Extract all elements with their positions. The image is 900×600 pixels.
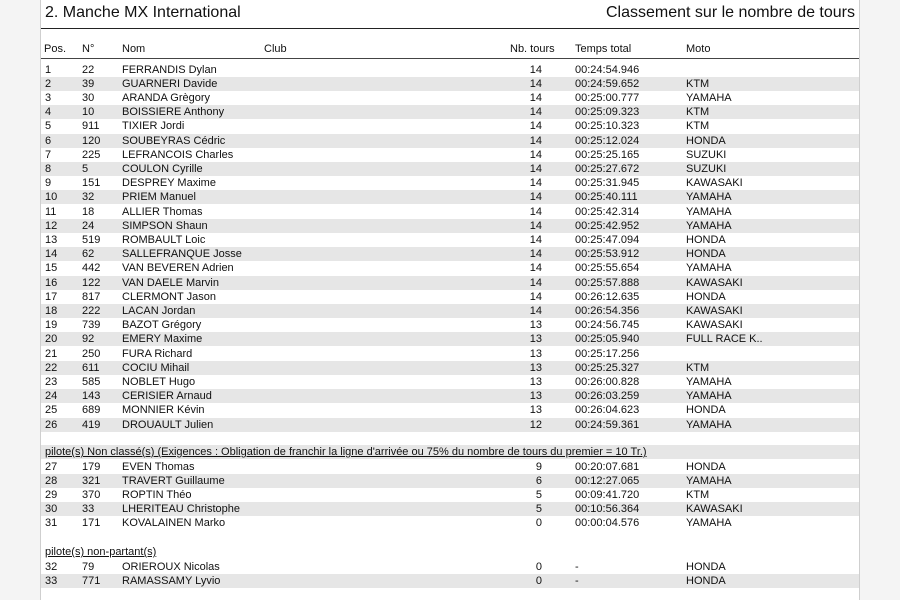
row-laps: 14 (529, 134, 542, 147)
row-pos: 18 (45, 304, 58, 317)
row-pos: 10 (45, 191, 58, 204)
row-bike: YAMAHA (686, 418, 732, 431)
row-number: 585 (82, 375, 101, 388)
row-laps: 6 (535, 474, 542, 487)
row-laps: 14 (529, 148, 542, 161)
row-pos: 31 (45, 517, 58, 530)
row-pos: 33 (45, 574, 58, 587)
row-bike: HONDA (686, 233, 726, 246)
row-total-time: 00:25:40.111 (575, 191, 638, 204)
row-laps: 13 (529, 375, 542, 388)
row-number: 911 (82, 120, 100, 133)
row-pos: 32 (45, 560, 58, 573)
table-row (41, 190, 859, 204)
row-total-time: 00:25:09.323 (575, 106, 640, 119)
row-rider-name: CERISIER Arnaud (122, 390, 212, 403)
row-laps: 12 (529, 418, 542, 431)
row-bike: YAMAHA (686, 390, 732, 403)
row-pos: 13 (45, 233, 58, 246)
row-pos: 9 (45, 177, 52, 190)
row-laps: 14 (529, 91, 542, 104)
row-pos: 12 (45, 219, 58, 232)
row-total-time: 00:25:25.327 (575, 361, 640, 374)
row-total-time: 00:25:53.912 (575, 248, 640, 261)
table-row (41, 276, 859, 290)
row-number: 32 (82, 191, 95, 204)
results-sheet (40, 0, 860, 600)
row-laps: 14 (529, 191, 542, 204)
row-laps: 14 (529, 63, 542, 76)
col-moto-header: Moto (686, 43, 711, 55)
row-number: 24 (82, 219, 95, 232)
row-bike: HONDA (686, 404, 726, 417)
row-laps: 14 (529, 120, 542, 133)
row-bike: YAMAHA (686, 219, 732, 232)
row-rider-name: DESPREY Maxime (122, 177, 216, 190)
row-laps: 13 (529, 404, 542, 417)
row-rider-name: VAN DAELE Marvin (122, 276, 219, 289)
row-total-time: 00:24:56.745 (575, 319, 640, 332)
row-rider-name: ALLIER Thomas (122, 205, 203, 218)
row-bike: HONDA (686, 248, 726, 261)
table-row (41, 148, 859, 162)
row-number: 30 (82, 91, 95, 104)
row-number: 171 (82, 517, 101, 530)
row-laps: 13 (529, 361, 542, 374)
table-row (41, 474, 859, 488)
row-bike: HONDA (686, 134, 726, 147)
row-pos: 20 (45, 333, 58, 346)
row-rider-name: BAZOT Grégory (122, 319, 202, 332)
row-pos: 24 (45, 390, 58, 403)
table-row (41, 403, 859, 417)
row-rider-name: COCIU Mihail (122, 361, 190, 374)
row-bike: HONDA (686, 290, 726, 303)
row-pos: 19 (45, 319, 58, 332)
table-row (41, 105, 859, 119)
row-bike: SUZUKI (686, 162, 727, 175)
row-bike: YAMAHA (686, 375, 732, 388)
row-laps: 14 (529, 177, 542, 190)
row-pos: 16 (45, 276, 58, 289)
row-laps: 14 (529, 304, 542, 317)
row-total-time: 00:25:00.777 (575, 91, 640, 104)
row-number: 689 (82, 404, 101, 417)
table-row (41, 418, 859, 432)
row-total-time: 00:24:59.652 (575, 77, 640, 90)
row-laps: 14 (529, 205, 542, 218)
header-divider (41, 58, 859, 59)
row-total-time: 00:24:54.946 (575, 63, 640, 76)
row-bike: KTM (686, 106, 710, 119)
row-bike: HONDA (686, 574, 726, 587)
row-pos: 8 (45, 162, 52, 175)
row-pos: 22 (45, 361, 58, 374)
row-rider-name: KOVALAINEN Marko (122, 517, 226, 530)
row-rider-name: RAMASSAMY Lyvio (122, 574, 221, 587)
row-pos: 23 (45, 375, 58, 388)
row-number: 151 (82, 177, 101, 190)
row-bike: KTM (686, 120, 710, 133)
row-rider-name: ROPTIN Théo (122, 488, 192, 501)
ranking-type: Classement sur le nombre de tours (606, 4, 855, 21)
row-bike: KAWASAKI (686, 319, 743, 332)
row-laps: 0 (535, 517, 542, 530)
row-pos: 26 (45, 418, 58, 431)
col-pos-header: Pos. (44, 43, 67, 55)
row-total-time: 00:24:59.361 (575, 418, 640, 431)
row-pos: 27 (45, 460, 58, 473)
row-rider-name: VAN BEVEREN Adrien (122, 262, 234, 275)
row-laps: 14 (529, 233, 542, 246)
table-row (41, 219, 859, 233)
col-club-header: Club (264, 43, 287, 55)
col-num-header: N° (82, 43, 95, 55)
row-number: 225 (82, 148, 101, 161)
col-tours-header: Nb. tours (510, 43, 555, 55)
race-title: 2. Manche MX International (45, 4, 241, 21)
row-total-time: - (575, 560, 579, 573)
row-bike: KAWASAKI (686, 503, 743, 516)
row-laps: 13 (529, 333, 542, 346)
row-laps: 14 (529, 290, 542, 303)
table-row (41, 389, 859, 403)
row-rider-name: GUARNERI Davide (122, 77, 218, 90)
row-total-time: 00:12:27.065 (575, 474, 640, 487)
table-row (41, 560, 859, 574)
row-pos: 25 (45, 404, 58, 417)
row-bike: HONDA (686, 560, 726, 573)
row-laps: 14 (529, 248, 542, 261)
row-bike: SUZUKI (686, 148, 727, 161)
table-row (41, 361, 859, 375)
row-number: 18 (82, 205, 95, 218)
row-number: 739 (82, 319, 101, 332)
row-number: 442 (82, 262, 101, 275)
row-number: 122 (82, 276, 101, 289)
table-row (41, 205, 859, 219)
row-pos: 21 (45, 347, 58, 360)
row-number: 771 (82, 574, 101, 587)
row-laps: 13 (529, 347, 542, 360)
row-bike: YAMAHA (686, 91, 732, 104)
row-total-time: 00:26:54.356 (575, 304, 640, 317)
table-row (41, 516, 859, 530)
table-row (41, 91, 859, 105)
row-number: 250 (82, 347, 101, 360)
row-pos: 7 (45, 148, 52, 161)
table-row (41, 233, 859, 247)
row-laps: 14 (529, 219, 542, 232)
row-rider-name: ORIEROUX Nicolas (122, 560, 220, 573)
row-bike: KTM (686, 361, 710, 374)
row-laps: 13 (529, 390, 542, 403)
table-row (41, 488, 859, 502)
row-laps: 14 (529, 77, 542, 90)
row-pos: 29 (45, 488, 58, 501)
row-rider-name: TRAVERT Guillaume (122, 474, 225, 487)
row-total-time: 00:25:05.940 (575, 333, 640, 346)
table-row (41, 318, 859, 332)
col-nom-header: Nom (122, 43, 146, 55)
table-row (41, 134, 859, 148)
table-row (41, 176, 859, 190)
row-bike: FULL RACE K.. (686, 333, 763, 346)
row-total-time: 00:25:10.323 (575, 120, 640, 133)
row-total-time: 00:25:27.672 (575, 162, 640, 175)
row-number: 143 (82, 390, 101, 403)
non-classified-heading: pilote(s) Non classé(s) (Exigences : Obligation de franchir la ligne d'arrivée ou 75% du nombre de tours du premier = 10 Tr.) (45, 446, 647, 458)
row-laps: 14 (529, 106, 542, 119)
row-pos: 3 (45, 91, 52, 104)
row-total-time: 00:26:04.623 (575, 404, 640, 417)
table-row (41, 119, 859, 133)
row-rider-name: BOISSIERE Anthony (122, 106, 225, 119)
table-row (41, 460, 859, 474)
table-row (41, 502, 859, 516)
row-bike: KAWASAKI (686, 304, 743, 317)
row-laps: 14 (529, 276, 542, 289)
row-total-time: 00:26:12.635 (575, 290, 640, 303)
title-divider (41, 28, 859, 29)
row-pos: 4 (45, 106, 52, 119)
table-row (41, 375, 859, 389)
row-rider-name: LHERITEAU Christophe (122, 503, 240, 516)
row-rider-name: LEFRANCOIS Charles (122, 148, 234, 161)
table-row (41, 347, 859, 361)
row-number: 419 (82, 418, 101, 431)
row-total-time: 00:26:00.828 (575, 375, 640, 388)
row-rider-name: NOBLET Hugo (122, 375, 196, 388)
row-pos: 28 (45, 474, 58, 487)
row-bike: HONDA (686, 460, 726, 473)
row-pos: 15 (45, 262, 58, 275)
row-pos: 2 (45, 77, 52, 90)
row-number: 519 (82, 233, 101, 246)
table-row (41, 290, 859, 304)
row-total-time: 00:25:31.945 (575, 177, 640, 190)
row-laps: 14 (529, 262, 542, 275)
row-total-time: 00:25:47.094 (575, 233, 640, 246)
row-rider-name: MONNIER Kévin (122, 404, 205, 417)
row-rider-name: EVEN Thomas (122, 460, 195, 473)
row-rider-name: FERRANDIS Dylan (122, 63, 217, 76)
row-number: 120 (82, 134, 101, 147)
row-rider-name: FURA Richard (122, 347, 193, 360)
table-row (41, 247, 859, 261)
row-number: 179 (82, 460, 101, 473)
row-rider-name: ROMBAULT Loic (122, 233, 206, 246)
row-rider-name: SIMPSON Shaun (122, 219, 208, 232)
row-number: 79 (82, 560, 95, 573)
row-number: 321 (82, 474, 101, 487)
row-total-time: 00:09:41.720 (575, 488, 640, 501)
row-pos: 30 (45, 503, 58, 516)
row-pos: 14 (45, 248, 58, 261)
row-number: 39 (82, 77, 95, 90)
row-number: 817 (82, 290, 101, 303)
row-rider-name: SOUBEYRAS Cédric (122, 134, 226, 147)
row-laps: 14 (529, 162, 542, 175)
row-bike: YAMAHA (686, 517, 732, 530)
row-total-time: 00:25:55.654 (575, 262, 640, 275)
table-row (41, 261, 859, 275)
row-total-time: 00:25:42.952 (575, 219, 640, 232)
row-number: 62 (82, 248, 95, 261)
row-total-time: 00:25:17.256 (575, 347, 640, 360)
row-bike: KTM (686, 488, 710, 501)
row-total-time: 00:00:04.576 (575, 517, 640, 530)
row-total-time: 00:10:56.364 (575, 503, 640, 516)
row-rider-name: CLERMONT Jason (122, 290, 216, 303)
col-temps-header: Temps total (575, 43, 632, 55)
row-total-time: 00:25:12.024 (575, 134, 640, 147)
row-bike: YAMAHA (686, 262, 732, 275)
non-starters-heading: pilote(s) non-partant(s) (45, 546, 157, 558)
row-pos: 17 (45, 290, 58, 303)
row-total-time: 00:25:42.314 (575, 205, 640, 218)
row-number: 10 (82, 106, 95, 119)
table-row (41, 77, 859, 91)
row-rider-name: COULON Cyrille (122, 162, 203, 175)
row-number: 5 (82, 162, 89, 175)
table-row (41, 574, 859, 588)
row-total-time: - (575, 574, 579, 587)
row-rider-name: PRIEM Manuel (122, 191, 196, 204)
row-total-time: 00:26:03.259 (575, 390, 640, 403)
table-row (41, 332, 859, 346)
row-laps: 0 (535, 560, 542, 573)
row-laps: 5 (535, 503, 542, 516)
row-laps: 9 (535, 460, 542, 473)
row-number: 370 (82, 488, 101, 501)
row-number: 33 (82, 503, 95, 516)
row-rider-name: DROUAULT Julien (122, 418, 214, 431)
row-laps: 5 (535, 488, 542, 501)
row-rider-name: ARANDA Grègory (122, 91, 211, 104)
table-row (41, 304, 859, 318)
row-bike: YAMAHA (686, 191, 732, 204)
row-pos: 5 (45, 120, 52, 133)
row-pos: 11 (45, 205, 57, 218)
row-rider-name: TIXIER Jordi (122, 120, 185, 133)
row-number: 22 (82, 63, 95, 76)
row-laps: 13 (529, 319, 542, 332)
row-bike: YAMAHA (686, 474, 732, 487)
row-bike: YAMAHA (686, 205, 732, 218)
row-bike: KAWASAKI (686, 177, 743, 190)
row-number: 222 (82, 304, 101, 317)
row-number: 92 (82, 333, 95, 346)
row-bike: KTM (686, 77, 710, 90)
row-total-time: 00:20:07.681 (575, 460, 640, 473)
row-rider-name: EMERY Maxime (122, 333, 203, 346)
row-number: 611 (82, 361, 100, 374)
row-pos: 1 (45, 63, 52, 76)
row-total-time: 00:25:57.888 (575, 276, 640, 289)
table-row (41, 63, 859, 77)
row-rider-name: SALLEFRANQUE Josse (122, 248, 242, 261)
row-total-time: 00:25:25.165 (575, 148, 640, 161)
table-row (41, 162, 859, 176)
row-pos: 6 (45, 134, 52, 147)
row-laps: 0 (535, 574, 542, 587)
row-bike: KAWASAKI (686, 276, 743, 289)
row-rider-name: LACAN Jordan (122, 304, 196, 317)
